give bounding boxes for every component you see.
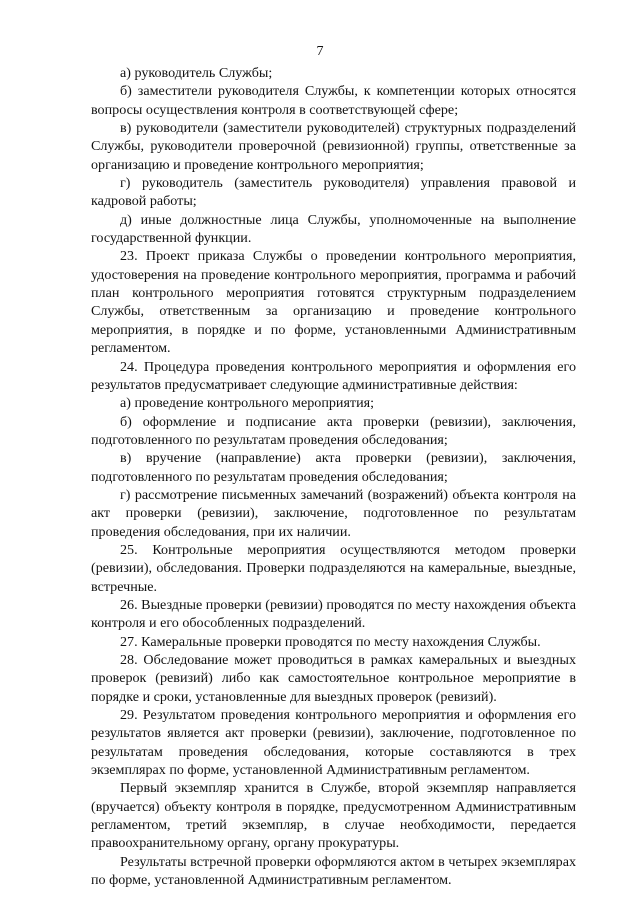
clause-26: 26. Выездные проверки (ревизии) проводятся по месту нахождения объекта контроля и его обособленных подразделений. bbox=[91, 596, 576, 632]
clause-29: 29. Результатом проведения контрольного мероприятия и оформления его результатов является акт проверки (ревизии), заключение, подготовленное по результатам проведения обследования, которые составляются в трех экземплярах по форме, установленной Административным регламентом. bbox=[91, 707, 576, 779]
list-item-a: а) руководитель Службы; bbox=[120, 65, 273, 81]
clause-25: 25. Контрольные мероприятия осуществляются методом проверки (ревизии), обследования. Проверки подразделяются на камеральные, выездные, встречные. bbox=[91, 541, 576, 595]
page-number: 7 bbox=[316, 44, 324, 59]
clause-27: 27. Камеральные проверки проводятся по месту нахождения Службы. bbox=[120, 633, 541, 650]
list-item-g: г) руководитель (заместитель руководителя) управления правовой и кадровой работы; bbox=[91, 175, 576, 210]
clause-29-copies: Первый экземпляр хранится в Службе, второй экземпляр направляется (вручается) объекту контроля в порядке, предусмотренном Административным регламентом, третий экземпляр, в случае необходимости, передается правоохранительному органу, органу прокуратуры. bbox=[91, 780, 576, 852]
list-item-b: б) заместители руководителя Службы, к компетенции которых относятся вопросы осуществления контроля в соответствующей сфере; bbox=[91, 83, 576, 118]
clause-29-counter-check: Результаты встречной проверки оформляются актом в четырех экземплярах по форме, установленной Административным регламентом. bbox=[91, 853, 576, 889]
clause-28: 28. Обследование может проводиться в рамках камеральных и выездных проверок (ревизий) либо как самостоятельное контрольное мероприятие в порядке и сроки, установленные для выездных проверок (ревизий). bbox=[91, 652, 576, 705]
clause-24-item-v: в) вручение (направление) акта проверки (ревизии), заключения, подготовленного по результатам проведения обследования; bbox=[91, 450, 576, 485]
clause-24-item-a: а) проведение контрольного мероприятия; bbox=[120, 395, 375, 412]
clause-24-item-g: г) рассмотрение письменных замечаний (возражений) объекта контроля на акт проверки (ревизии), заключение, подготовленное по результатам проведения обследования, при их наличии. bbox=[91, 486, 576, 540]
document-body bbox=[91, 64, 576, 889]
list-item-d: д) иные должностные лица Службы, уполномоченные на выполнение государственной функции. bbox=[91, 211, 576, 247]
clause-24-item-b: б) оформление и подписание акта проверки (ревизии), заключения, подготовленного по результатам проведения обследования; bbox=[91, 413, 576, 448]
clause-24: 24. Процедура проведения контрольного мероприятия и оформления его результатов предусматривает следующие административные действия: bbox=[91, 358, 576, 393]
clause-23: 23. Проект приказа Службы о проведении контрольного мероприятия, удостоверения на проведение контрольного мероприятия, программа и рабочий план контрольного мероприятия готовятся структурным подразделением Службы, ответственным за организацию и проведение контрольного мероприятия, в порядке и по форме, установленными Административным регламентом. bbox=[91, 248, 576, 357]
list-item-v: в) руководители (заместители руководителей) структурных подразделений Службы, руководители проверочной (ревизионной) группы, ответственные за организацию и проведение контрольного мероприятия; bbox=[91, 120, 576, 173]
